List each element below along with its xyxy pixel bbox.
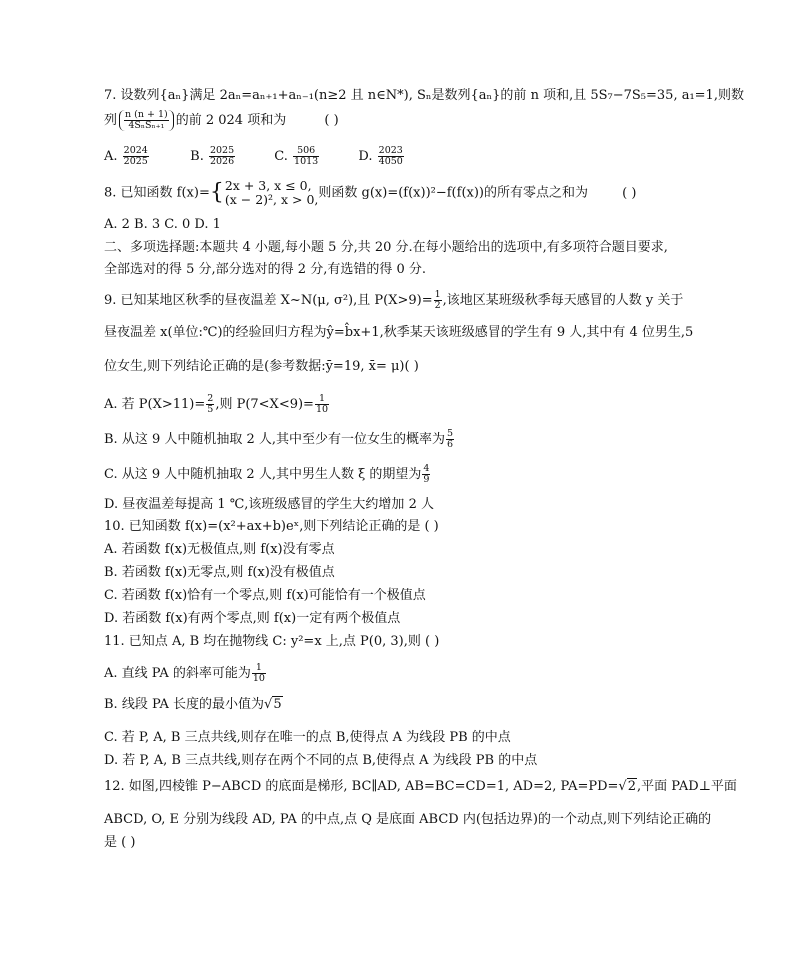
q11-option-b-sqrt: 5 (273, 697, 282, 712)
q12-line2: ABCD, O, E 分别为线段 AD, PA 的中点,点 Q 是底面 ABCD 内(包括边界)的一个动点,则下列结论正确的 (104, 812, 712, 827)
q8-brace-icon: { (209, 180, 224, 205)
q10-option-d: D. 若函数 f(x)有两个零点,则 f(x)一定有两个极值点 (104, 611, 401, 626)
q9-option-b-f-num: 5 (447, 428, 454, 439)
q9-option-a-a: A. 若 P(X>11)= (104, 397, 206, 412)
q7-option-c-num: 506 (293, 146, 319, 157)
q11-option-b-a: B. 线段 PA 长度的最小值为 (104, 697, 265, 712)
q8-piecewise (225, 179, 319, 207)
q8-stem (104, 178, 636, 208)
q9-line1-a: 9. 已知某地区秋季的昼夜温差 X~N(μ, σ²),且 P(X>9)= (104, 293, 433, 308)
q8-options: A. 2 B. 3 C. 0 D. 1 (104, 217, 221, 232)
q7-option-d-num: 2023 (378, 145, 403, 156)
q9-line1-b: ,该地区某班级秋季每天感冒的人数 y 关于 (442, 293, 684, 308)
q10-stem: 10. 已知函数 f(x)=(x²+ax+b)eˣ,则下列结论正确的是 ( ) (104, 519, 439, 534)
q9-option-b (104, 429, 455, 450)
q11-option-a-f-den: 10 (252, 673, 265, 684)
q9-line1 (104, 290, 683, 311)
q7-frac-den: 4SₙSₙ₊₁ (128, 120, 165, 131)
q9-option-a-f2-num: 1 (315, 394, 329, 405)
section2-heading: 二、多项选择题:本题共 4 小题,每小题 5 分,共 20 分.在每小题给出的选项中,有多项符合题目要求, (104, 240, 668, 255)
q9-option-c (104, 464, 431, 485)
q7-line2-suffix: 的前 2 024 项和为 (175, 113, 287, 128)
q7-option-b-den: 2026 (209, 156, 235, 167)
q9-option-a-f2-den: 10 (315, 404, 329, 415)
q7-option-b-num: 2025 (209, 145, 235, 156)
q12-line1-a: 12. 如图,四棱锥 P−ABCD 的底面是梯形, BC∥AD, AB=BC=CD=1, AD=2, PA=PD= (104, 779, 619, 794)
q7-option-a (104, 146, 186, 167)
q7-line1: 7. 设数列{aₙ}满足 2aₙ=aₙ₊₁+aₙ₋₁(n≥2 且 n∈N*), Sₙ是数列{aₙ}的前 n 项和,且 5S₇−7S₅=35, a₁=1,则数 (104, 88, 744, 103)
q11-option-a (104, 663, 267, 684)
q9-option-a (104, 394, 330, 415)
q7-option-d (358, 146, 404, 167)
sqrt-icon: √ (264, 697, 273, 712)
q8-suffix: 则函数 g(x)=(f(x))²−f(f(x))的所有零点之和为 (318, 185, 588, 201)
q12-line3: 是 ( ) (104, 835, 136, 850)
q7-option-a-den: 2025 (123, 156, 148, 167)
section2-heading-cont: 全部选对的得 5 分,部分选对的得 2 分,有选错的得 0 分. (104, 262, 427, 277)
q8-case1: 2x + 3, x ≤ 0, (224, 178, 312, 193)
q7-option-a-label: A. (104, 149, 118, 164)
q8-answer-paren: ( ) (622, 185, 637, 201)
q7-option-d-den: 4050 (378, 156, 403, 167)
q9-line2: 昼夜温差 x(单位:℃)的经验回归方程为ŷ=b̂x+1,秋季某天该班级感冒的学生有 9 人,其中有 4 位男生,5 (104, 325, 694, 340)
q9-line1-frac-num: 1 (434, 289, 441, 300)
q9-line3: 位女生,则下列结论正确的是(参考数据:ȳ=19, x̄= μ)( ) (104, 359, 419, 374)
q7-option-d-label: D. (358, 149, 373, 164)
q7-answer-paren: ( ) (324, 113, 339, 128)
q7-option-a-num: 2024 (123, 145, 148, 156)
q9-option-c-a: C. 从这 9 人中随机抽取 2 人,其中男生人数 ξ 的期望为 (104, 467, 422, 482)
q10-option-c: C. 若函数 f(x)恰有一个零点,则 f(x)可能恰有一个极值点 (104, 588, 426, 603)
sqrt-icon: √ (618, 779, 627, 794)
q7-line2 (104, 110, 339, 131)
q7-option-c (274, 146, 354, 167)
q9-option-a-f1-den: 5 (207, 404, 214, 415)
q7-option-b-label: B. (190, 149, 204, 164)
q7-frac-num: n (n + 1) (125, 109, 168, 120)
q11-option-d: D. 若 P, A, B 三点共线,则存在两个不同的点 B,使得点 A 为线段 PB 的中点 (104, 753, 538, 768)
q11-option-c: C. 若 P, A, B 三点共线,则存在唯一的点 B,使得点 A 为线段 PB 的中点 (104, 730, 511, 745)
q12-line1-sqrt: 2 (627, 779, 636, 794)
q9-option-a-b: ,则 P(7<X<9)= (215, 397, 314, 412)
q7-option-c-label: C. (274, 149, 288, 164)
q7-option-c-den: 1013 (294, 156, 319, 167)
q7-sequence-fraction (119, 110, 174, 131)
q9-option-b-f-den: 6 (447, 439, 454, 450)
q9-option-c-f-den: 9 (423, 474, 430, 485)
q12-line1 (104, 778, 737, 796)
q10-option-a: A. 若函数 f(x)无极值点,则 f(x)没有零点 (104, 542, 335, 557)
q9-option-a-f1-num: 2 (207, 393, 214, 404)
q7-line2-prefix: 列 (104, 113, 118, 128)
q7-options (104, 146, 405, 167)
q11-stem: 11. 已知点 A, B 均在抛物线 C: y²=x 上,点 P(0, 3),则 ( ) (104, 634, 440, 649)
q11-option-a-f-num: 1 (252, 663, 266, 674)
q9-option-b-a: B. 从这 9 人中随机抽取 2 人,其中至少有一位女生的概率为 (104, 432, 446, 447)
q9-line1-frac-den: 2 (434, 300, 441, 311)
q8-case2: (x − 2)², x > 0, (224, 192, 319, 207)
q9-option-d: D. 昼夜温差每提高 1 ℃,该班级感冒的学生大约增加 2 人 (104, 497, 434, 512)
q7-option-b (190, 146, 270, 167)
q11-option-a-a: A. 直线 PA 的斜率可能为 (104, 666, 251, 681)
q11-option-b (104, 696, 283, 714)
q10-option-b: B. 若函数 f(x)无零点,则 f(x)没有极值点 (104, 565, 335, 580)
q8-prefix: 8. 已知函数 f(x)= (104, 185, 210, 201)
q12-line1-b: ,平面 PAD⊥平面 (637, 779, 737, 794)
q9-option-c-f-num: 4 (423, 463, 430, 474)
